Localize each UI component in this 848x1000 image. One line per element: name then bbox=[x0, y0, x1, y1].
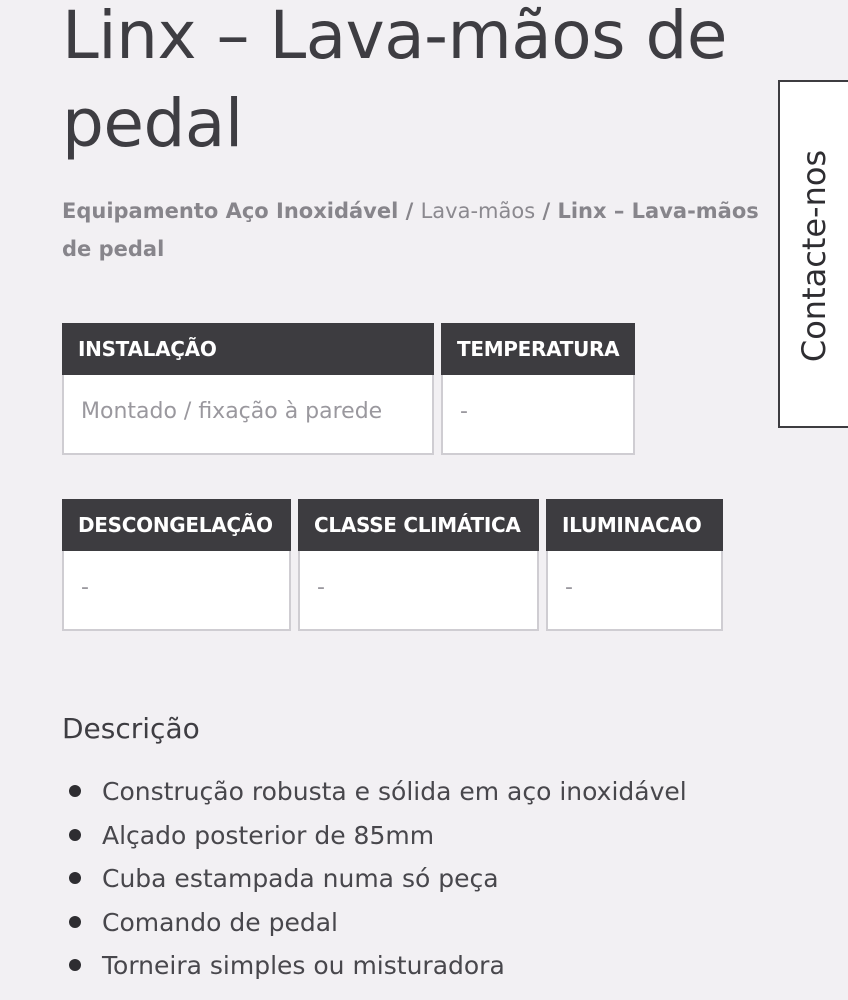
spec-value: Montado / fixação à parede bbox=[62, 375, 434, 455]
list-item-text: Construção robusta e sólida em aço inoxidável bbox=[102, 777, 687, 806]
spec-iluminacao bbox=[546, 499, 723, 631]
breadcrumb-separator: / bbox=[405, 199, 414, 223]
description-title: Descrição bbox=[62, 712, 200, 745]
breadcrumb bbox=[62, 192, 782, 268]
list-item-text: Cuba estampada numa só peça bbox=[102, 864, 499, 893]
list-item-text: Alçado posterior de 85mm bbox=[102, 820, 435, 850]
list-item bbox=[62, 901, 687, 945]
bullet-icon bbox=[69, 916, 81, 928]
spec-label: TEMPERATURA bbox=[441, 323, 635, 375]
spec-value: - bbox=[62, 551, 291, 631]
list-item bbox=[62, 814, 687, 858]
spec-value: - bbox=[546, 551, 723, 631]
spec-value: - bbox=[298, 551, 539, 631]
contact-tab-label: Contacte-nos bbox=[795, 149, 833, 363]
list-item-text: Torneira simples ou misturadora bbox=[102, 951, 505, 980]
bullet-icon bbox=[69, 785, 81, 797]
breadcrumb-separator: / bbox=[542, 199, 551, 223]
spec-instalacao bbox=[62, 323, 434, 455]
spec-label: CLASSE CLIMÁTICA bbox=[298, 499, 539, 551]
spec-label: INSTALAÇÃO bbox=[62, 323, 434, 375]
spec-value: - bbox=[441, 375, 635, 455]
breadcrumb-item-current: Linx – Lava-mãos de pedal bbox=[62, 199, 759, 261]
list-item bbox=[62, 770, 687, 814]
spec-classe-climatica bbox=[298, 499, 539, 631]
breadcrumb-item-lava-maos[interactable]: Lava-mãos bbox=[420, 199, 536, 223]
bullet-icon bbox=[69, 829, 81, 841]
list-item-text: Comando de pedal bbox=[102, 907, 338, 937]
spec-label: DESCONGELAÇÃO bbox=[62, 499, 291, 551]
page-title: Linx – Lava-mãos de pedal bbox=[62, 0, 727, 162]
contact-tab-button[interactable] bbox=[778, 80, 848, 428]
bullet-icon bbox=[69, 872, 81, 884]
description-list bbox=[62, 770, 687, 988]
list-item bbox=[62, 944, 687, 988]
list-item bbox=[62, 857, 687, 901]
spec-temperatura bbox=[441, 323, 635, 455]
spec-label: ILUMINACAO bbox=[546, 499, 723, 551]
breadcrumb-item-equipamento[interactable]: Equipamento Aço Inoxidável bbox=[62, 199, 399, 223]
bullet-icon bbox=[69, 959, 81, 971]
spec-descongelacao bbox=[62, 499, 291, 631]
